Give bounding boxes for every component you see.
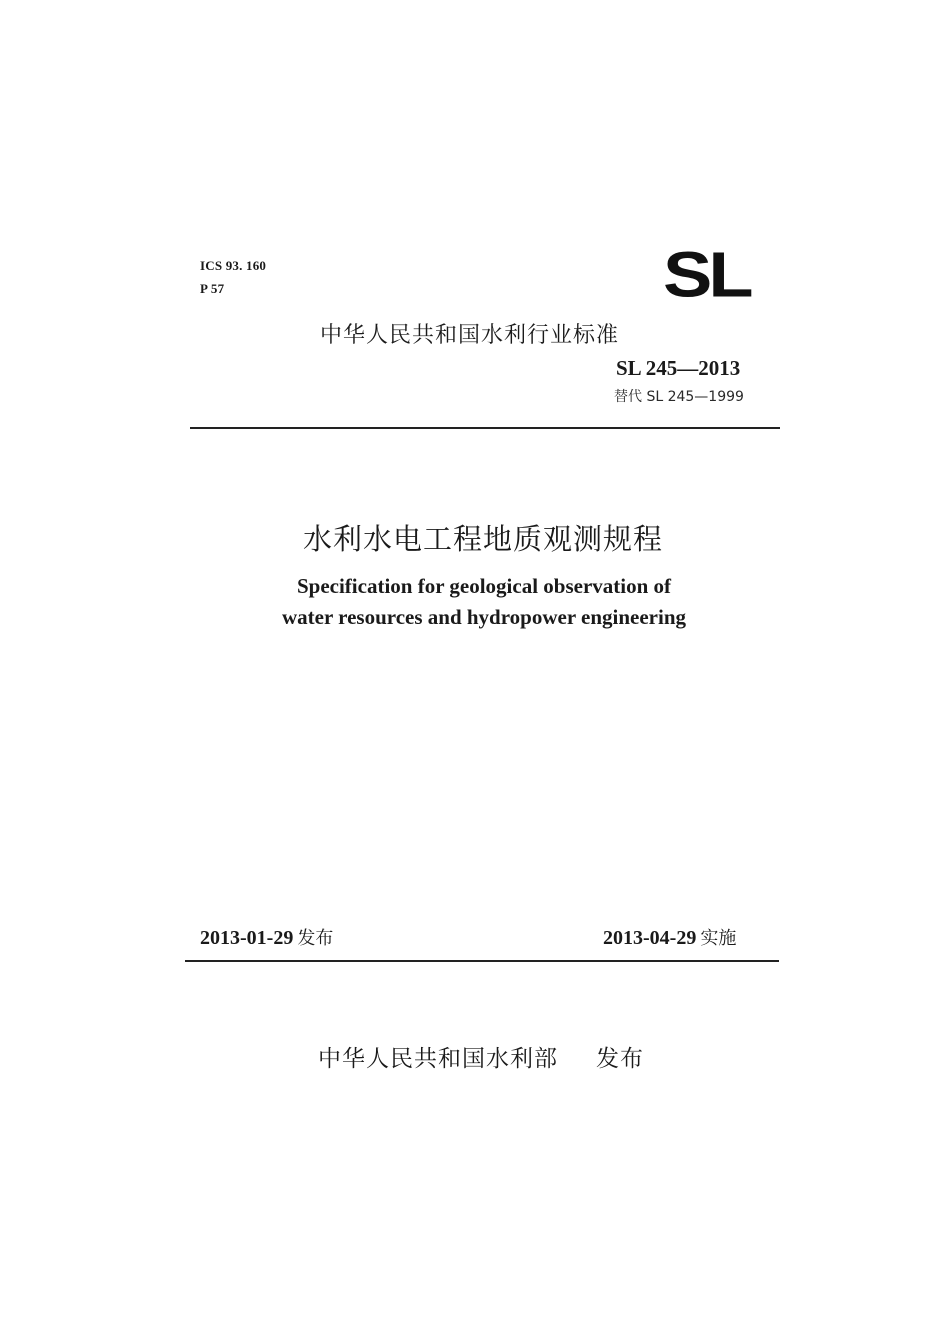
issue-label: 发布 — [297, 928, 334, 949]
ccs-code: P 57 — [200, 281, 225, 296]
publish-label: 发布 — [596, 1046, 644, 1072]
replaces-standard: 替代 SL 245—1999 — [614, 389, 744, 405]
sl-logo: SL — [663, 238, 750, 311]
ics-code: ICS 93. 160 — [200, 258, 267, 273]
effective-label: 实施 — [700, 928, 737, 949]
header-divider — [190, 427, 780, 429]
date-divider — [185, 960, 779, 962]
standard-category: 中华人民共和国水利行业标准 — [320, 323, 620, 348]
effective-date-block — [603, 924, 736, 950]
document-title-english-line2: water resources and hydropower engineering — [281, 605, 687, 629]
issue-date-block — [200, 924, 333, 950]
document-title-english-line1: Specification for geological observation of — [296, 574, 672, 598]
effective-date: 2013-04-29 — [603, 927, 697, 949]
document-title-chinese: 水利水电工程地质观测规程 — [302, 522, 663, 556]
standard-number: SL 245—2013 — [616, 356, 741, 380]
publisher: 中华人民共和国水利部 — [318, 1046, 558, 1072]
issue-date: 2013-01-29 — [200, 927, 294, 949]
